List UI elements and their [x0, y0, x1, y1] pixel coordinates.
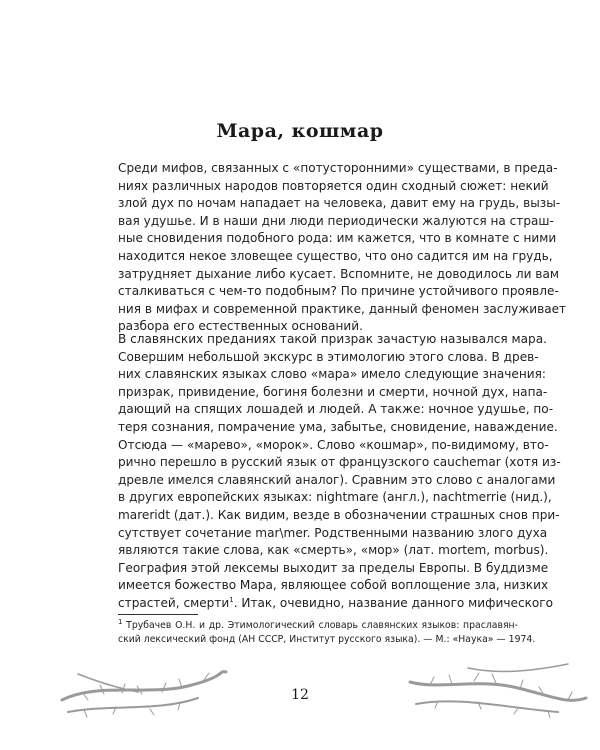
footnote-ref[interactable]: 1 — [229, 595, 234, 604]
text-line: mareridt (дат.). Как видим, везде в обозначении страшных снов при- — [118, 507, 560, 522]
page-number: 12 — [291, 687, 309, 703]
footnote-divider — [118, 614, 198, 615]
text-fragment: страстей, смерти — [118, 595, 230, 610]
footnote-line: ский лексический фонд (АН СССР, Институт русского языка). — М.: «Наука» — 1974. — [118, 634, 536, 645]
footnote-marker: 1 — [118, 617, 123, 626]
text-line: имеется божество Мара, являющее собой воплощение зла, низких — [118, 578, 549, 593]
text-line: География этой лексемы выходит за пределы Европы. В буддизме — [118, 560, 549, 575]
text-line: ные сновидения подобного рода: им кажется, что в комнате с ними — [118, 231, 557, 246]
text-line: них славянских языках слово «мара» имело следующие значения: — [118, 367, 546, 382]
text-line: вая удушье. И в наши дни люди периодически жалуются на страш- — [118, 213, 554, 228]
text-line: злой дух по ночам нападает на человека, давит ему на грудь, вызы- — [118, 196, 561, 211]
text-fragment: . Итак, очевидно, название данного мифического — [233, 595, 554, 610]
chapter-heading: Мара, кошмар — [216, 120, 384, 142]
text-line: являются такие слова, как «смерть», «мор» (лат. mortem, morbus). — [118, 543, 549, 558]
paragraph-2 — [118, 331, 561, 613]
text-line: Отсюда — «марево», «морок». Слово «кошмар», по-видимому, вто- — [118, 437, 549, 452]
paragraph-1 — [118, 160, 567, 336]
text-line: сталкиваться с чем-то подобным? По причине устойчивого проявле- — [118, 284, 559, 299]
text-line: затрудняет дыхание либо кусает. Вспомните, не доводилось ли вам — [118, 266, 559, 281]
text-line: рично перешло в русский язык от французского cauchemar (хотя из- — [118, 455, 561, 470]
text-line: находится некое зловещее существо, что оно садится им на грудь, — [118, 248, 553, 263]
footnote-line — [118, 619, 518, 633]
footnote — [118, 617, 536, 647]
text-line: Совершим небольшой экскурс в этимологию этого слова. В древ- — [118, 349, 539, 364]
text-line: призрак, привидение, богиня болезни и смерти, ночной дух, напа- — [118, 384, 548, 399]
text-line: ниях различных народов повторяется один сходный сюжет: некий — [118, 178, 549, 193]
text-line: ния в мифах и современной практике, данный феномен заслуживает — [118, 301, 567, 316]
text-line: дающий на спящих лошадей и людей. А также: ночное удушье, по- — [118, 402, 554, 417]
text-line — [118, 595, 554, 613]
text-fragment: Трубачев О.Н. и др. Этимологический словарь славянских языков: праславян- — [122, 620, 518, 631]
text-line: древле имелся славянский аналог). Сравним это слово с аналогами — [118, 472, 556, 487]
text-line: разбора его естественных оснований. — [118, 319, 363, 334]
text-line: В славянских преданиях такой призрак зачастую назывался мара. — [118, 332, 547, 346]
text-line: сутствует сочетание mar\mer. Родственными названию злого духа — [118, 525, 548, 540]
text-line: теря сознания, помрачение ума, забытье, сновидение, наваждение. — [118, 419, 558, 434]
text-line: Среди мифов, связанных с «потусторонними» существами, в преда- — [118, 161, 558, 175]
text-line: в других европейских языках: nightmare (англ.), nachtmerrie (нид.), — [118, 490, 552, 505]
